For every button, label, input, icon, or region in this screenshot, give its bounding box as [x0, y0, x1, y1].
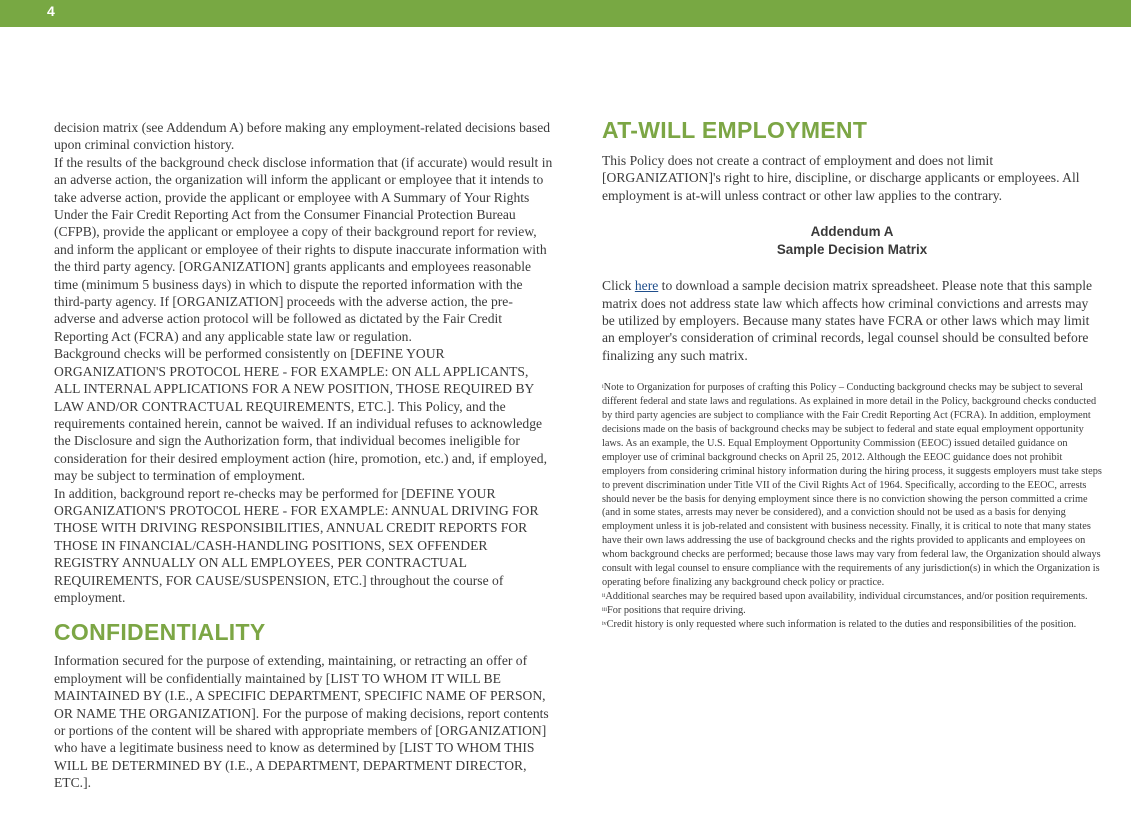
left-column [54, 119, 554, 792]
download-matrix-link[interactable]: here [634, 278, 659, 294]
paragraph-download-matrix [602, 277, 1102, 364]
endnote-text: Additional searches may be required based upon availability, individual circumstances, and/or position requirements. [605, 590, 1088, 602]
endnote-marker: i [602, 384, 604, 391]
paragraph-adverse-action: If the results of the background check disclose information that (if accurate) would result in an adverse action, the organization will inform the applicant or employee that it intends to take adverse action, provide the applicant or employee with A Summary of Your Rights Under the Fair Credit Reporting Act from the Consumer Financial Protection Bureau (CFPB), provide the applicant or employee a copy of their background report for review, and inform the applicant or employee of their rights to dispute inaccurate information with the third party agency. [ORGANIZATION] grants applicants and employees reasonable time (minimum 5 business days) in which to dispute the reported information with the third-party agency. If [ORGANIZATION] proceeds with the adverse action, the pre-adverse and adverse action protocol will be followed as dictated by the Fair Credit Reporting Act (FCRA) and any applicable state law or regulation. [54, 154, 553, 344]
endnote [602, 381, 1102, 590]
paragraph-consistency: Background checks will be performed consistently on [DEFINE YOUR ORGANIZATION'S PROTOCOL HERE - FOR EXAMPLE: ON ALL APPLICANTS, ALL INTERNAL APPLICATIONS FOR A NEW POSITION, THOSE REQUIRED BY LAW AND/OR CONTRACTUAL REQUIREMENTS, ETC.]. This Policy, and the requirements contained herein, cannot be waived. If an individual refuses to acknowledge the Disclosure and sign the Authorization form, that individual becomes ineligible for consideration for their desired employment action (hire, promotion, etc.) and, if employed, may be subject to termination of employment. [54, 346, 547, 484]
endnote [602, 590, 1102, 604]
right-column [602, 117, 1102, 632]
endnote [602, 618, 1102, 632]
heading-confidentiality: CONFIDENTIALITY [54, 619, 266, 646]
endnote-marker: iv [602, 620, 607, 627]
paragraph-confidentiality: Information secured for the purpose of extending, maintaining, or retracting an offer of employment will be confidentially maintained by [LIST TO WHOM IT WILL BE MAINTAINED BY (I.E., A SPECIFIC DEPARTMENT, SPECIFIC NAME OF PERSON, OR NAME THE ORGANIZATION]. For the purpose of making decisions, report contents or portions of the content will be shared with appropriate members of [ORGANIZATION] who have a legitimate business need to know as determined by [LIST TO WHOM THIS WILL BE DETERMINED BY (I.E., A DEPARTMENT, DEPARTMENT DIRECTOR, ETC.]. [54, 653, 549, 791]
paragraph-rechecks: In addition, background report re-checks may be performed for [DEFINE YOUR ORGANIZATION'S PROTOCOL HERE - FOR EXAMPLE: ANNUAL DRIVING FOR THOSE WITH DRIVING RESPONSIBILITIES, ANNUAL CREDIT REPORTS FOR THOSE IN FINANCIAL/CASH-HANDLING POSITIONS, SEX OFFENDER REGISTRY ANNUALLY ON ALL EMPLOYEES, PER CONTRACTUAL REQUIREMENTS, FOR CAUSE/SUSPENSION, ETC.] throughout the course of employment. [54, 485, 539, 605]
download-text-before: Click [602, 278, 635, 294]
header-bar [0, 0, 1131, 27]
heading-at-will-employment: AT-WILL EMPLOYMENT [602, 117, 868, 143]
endnote-text: For positions that require driving. [607, 604, 746, 616]
endnotes [602, 381, 1102, 631]
paragraph-at-will: This Policy does not create a contract of employment and does not limit [ORGANIZATION]'s right to hire, discipline, or discharge applicants or employees. All employment is at-will unless contract or other law applies to the contrary. [602, 153, 1080, 203]
addendum-subtitle: Sample Decision Matrix [776, 242, 928, 258]
paragraph-decision-matrix: decision matrix (see Addendum A) before making any employment-related decisions based upon criminal conviction history. [54, 120, 551, 153]
download-text-after: to download a sample decision matrix spreadsheet. Please note that this sample matrix does not address state law which affects how criminal convictions and arrests may be utilized by employers. Because many states have FCRA or other laws which may limit an employer's consideration of criminal records, legal counsel should be consulted before finalizing any such matrix. [602, 278, 1093, 363]
endnote-text: Credit history is only requested where such information is related to the duties and responsibilities of the position. [606, 618, 1077, 630]
page-number: 4 [47, 3, 55, 19]
addendum-title: Addendum A [810, 224, 894, 240]
addendum-heading [602, 223, 1102, 259]
endnote-marker: ii [602, 592, 606, 599]
endnote-marker: iii [602, 606, 608, 613]
endnote-text: Note to Organization for purposes of crafting this Policy – Conducting background checks may be subject to several different federal and state laws and regulations. As explained in more detail in the Policy, background checks conducted by third party agencies are subject to compliance with the Fair Credit Reporting Act (FCRA). In addition, employment decisions made on the basis of background checks may be subject to federal and state equal employment opportunity laws. As an example, the U.S. Equal Employment Opportunity Commission (EEOC) issued detailed guidance on employer use of criminal background checks on April 25, 2012. Although the EEOC guidance does not prohibit employers from considering criminal history information during the hiring process, it suggests employers must take steps to prevent discrimination under Title VII of the Civil Rights Act of 1964. Specifically, according to the EEOC, arrests should never be the basis for denying employment since there is no conviction showing the person committed a crime (and in some states, arrests may never be considered), and a conviction should not be used as a basis for denying employment unless it is job-related and consistent with business necessity. Finally, it is critical to note that many states have their own laws addressing the use of background checks and the rights provided to applicants and employees on whom background checks are performed; because those laws may vary from federal law, the Organization should always consult with legal counsel to ensure compliance with the requirements of any jurisdiction(s) in which the Organization is operating before finalizing any background check policy or practice. [602, 382, 1102, 588]
endnote [602, 604, 1102, 618]
